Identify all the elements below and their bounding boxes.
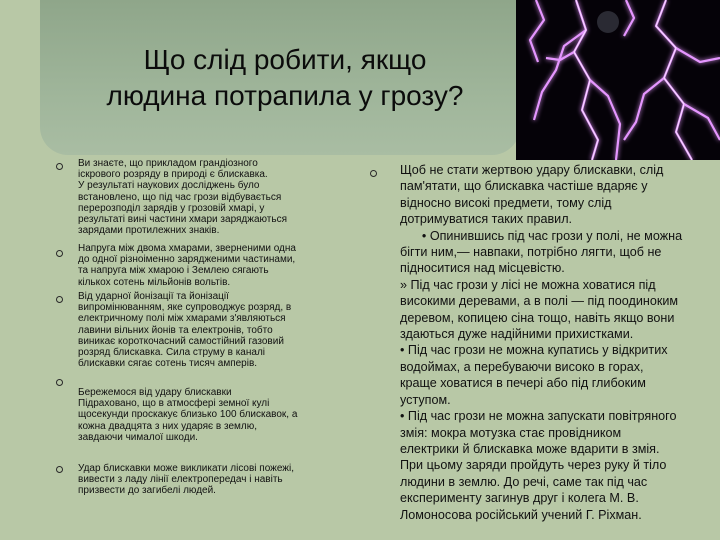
lightning-bolts-graphic [516,0,720,160]
text-line: іскрового розряду в природі є блискавка. [78,169,268,181]
text-line: Бережемося від удару блискавки [78,387,232,398]
text-line: підноситися над місцевістю. [400,261,565,276]
text-line: Підраховано, що в атмосфері земної кулі [78,398,270,410]
bullet-icon [56,379,63,386]
left-paragraph-1 [78,158,350,236]
text-line: бігти ним,— навпаки, потрібно лягти, щоб не [400,245,662,260]
text-line: кількох сотень мільйонів вольтів. [78,276,231,288]
text-line: зарядами протилежних знаків. [78,225,220,237]
text-line: Удар блискавки може викликати лісові пожежі, [78,463,294,474]
text-line: людини в землю. До речі, саме так під час [400,474,648,489]
lightning-image [516,0,720,160]
right-paragraph [400,162,704,523]
text-line: • Під час грози не можна запускати повітряного [400,409,677,424]
text-line: Від ударної йонізації та йонізації [78,291,229,302]
text-line: завдаючи чималої шкоди. [78,431,198,443]
text-line: електрики й блискавка може вдарити в змія. [400,441,660,456]
bullet-icon [370,170,377,177]
text-line: призвести до загибелі людей. [78,485,216,497]
text-line: змія: мокра мотузка стає провідником [400,425,622,440]
text-line: Ломоносова російський учений Г. Ріхман. [400,507,642,522]
text-line: Щоб не стати жертвою удару блискавки, слід [400,163,664,177]
text-line: • Під час грози не можна купатись у відкритих [400,343,668,358]
text-line: • Опинившись під час грози у полі, не можна [421,228,683,243]
text-line: високими деревами, а в полі — під поодиноким [400,294,679,309]
text-line: краще ховатися в печері або під глибоким [400,376,646,391]
slide-title-line-2: людина потрапила у грозу? [106,80,464,111]
text-line: до одної різноіменно зарядженими частинами, [78,254,296,266]
text-line: Напруга між двома хмарами, зверненими одна [78,243,296,254]
bullet-icon [56,296,63,303]
text-line: водоймах, а перебуваючи високо в горах, [400,359,644,374]
text-line: У результаті наукових досліджень було [78,180,260,192]
text-line: деревом, копицею сіна тощо, навіть якщо вони [400,310,675,325]
moon-icon [597,11,619,33]
left-paragraph-4 [78,387,350,443]
text-line: перерозподіл зарядів у грозовій хмарі, у [78,202,265,214]
text-line: здаються дуже надійними прихистками. [400,327,634,342]
slide-title [50,42,520,114]
text-line: експерименту загинув друг і колега М. В. [400,491,639,506]
left-paragraph-2 [78,243,350,288]
text-line: При цьому заряди пройдуть через руку й тіло [400,458,667,473]
text-line: та напруга між хмарою і Землею сягають [78,265,269,277]
text-line: Ви знаєте, що прикладом грандіозного [78,158,258,169]
slide-title-line-1: Що слід робити, якщо [143,44,427,75]
bullet-icon [56,163,63,170]
text-line: пам'ятати, що блискавка частіше вдаряє у [400,179,648,194]
right-column [366,158,706,538]
text-line: уступом. [400,392,451,407]
left-paragraph-3 [78,291,350,369]
text-line: встановлено, що під час грози відбувається [78,191,282,203]
text-line: » Під час грози у лісі не можна ховатися під [400,277,656,292]
text-line: щосекунди проскакує близько 100 блискавок, а [78,409,298,421]
text-line: відносно високі предмети, тому слід [400,195,612,210]
text-line: лавини вільних йонів та електронів, тобто [78,324,273,336]
text-line: блискавки сягає сотень тисяч амперів. [78,358,258,370]
text-line: вивести з ладу лінії електропередач і навіть [78,474,283,486]
text-line: результаті вині частини хмари заряджаються [78,214,287,226]
left-paragraph-5 [78,463,350,497]
text-line: випромінюванням, яке супроводжує розряд, в [78,302,292,314]
left-column [44,158,350,538]
text-line: розряд блискавка. Сила струму в каналі [78,347,266,359]
text-line: кожна двадцята з них ударяє в землю, [78,420,258,432]
text-line: виникає короткочасний самостійний газовий [78,335,284,347]
text-line: електричному полі між хмарами з'являються [78,313,286,325]
text-line: дотримуватися таких правил. [400,212,573,227]
bullet-icon [56,250,63,257]
bullet-icon [56,466,63,473]
